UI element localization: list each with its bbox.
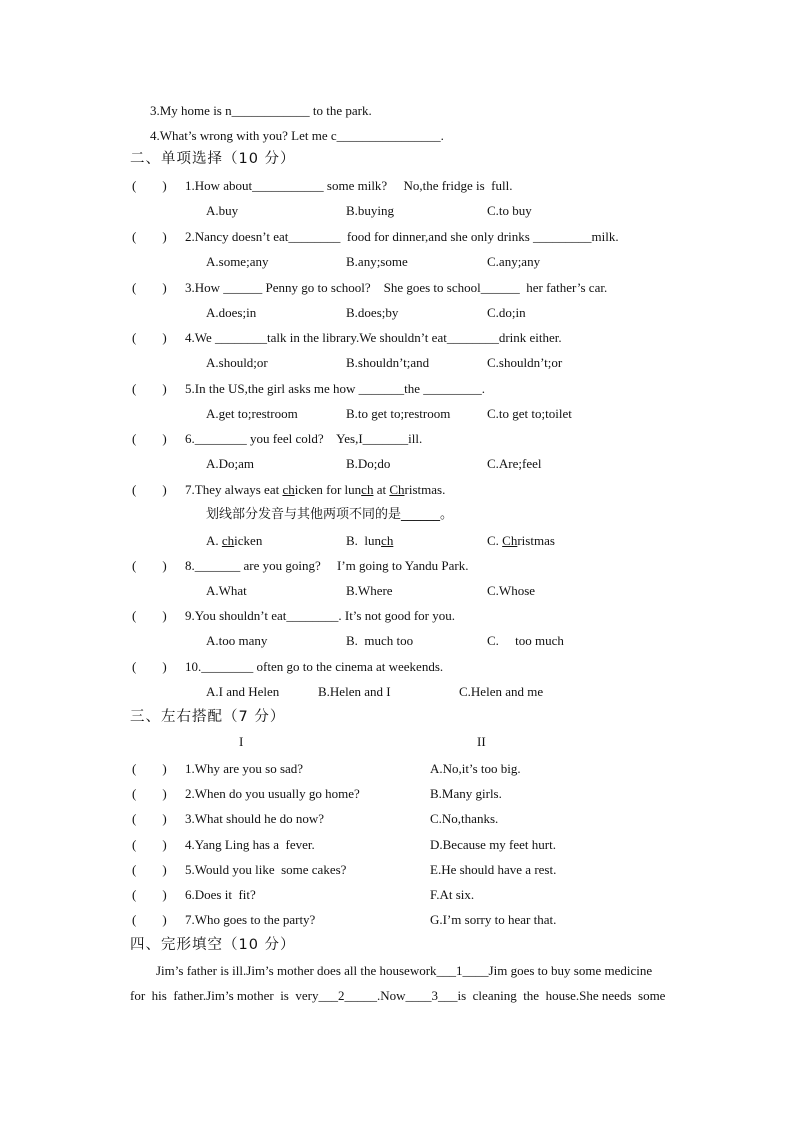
option-c[interactable]: C.do;in	[487, 305, 526, 320]
option-b[interactable]: B.to get to;restroom	[346, 406, 451, 421]
option-b[interactable]: B.does;by	[346, 305, 399, 320]
answer-paren[interactable]: ( )	[132, 786, 167, 802]
option-a[interactable]: A.too many	[206, 633, 268, 648]
option-a[interactable]: A.buy	[206, 203, 239, 218]
option-a[interactable]: A.Do;am	[206, 456, 255, 471]
option-c[interactable]: C.Helen and me	[459, 684, 544, 699]
question-fragment: ch	[361, 482, 374, 497]
option-fragment: Ch	[502, 533, 518, 548]
option-fragment: ch	[221, 533, 235, 548]
answer-paren[interactable]: ( )	[132, 178, 167, 193]
option-c[interactable]: C.any;any	[487, 254, 541, 269]
option-b[interactable]: B.any;some	[346, 254, 408, 269]
question-fragment: ristmas.	[404, 482, 446, 497]
option-c[interactable]: C.to get to;toilet	[487, 406, 572, 421]
option-a[interactable]: A.I and Helen	[206, 684, 280, 699]
question-text: 8._______ are you going? I’m going to Yandu Park.	[185, 558, 469, 573]
answer-paren[interactable]: ( )	[132, 659, 167, 674]
question-text: 3.How ______ Penny go to school? She goes to school______ her father’s car.	[185, 280, 608, 295]
match-left-item: 4.Yang Ling has a fever.	[185, 836, 315, 852]
match-right-item: G.I’m sorry to hear that.	[430, 912, 557, 928]
match-right-item: C.No,thanks.	[430, 811, 499, 827]
column-1-header: I	[239, 734, 244, 749]
cloze-line-2: for his father.Jim’s mother is very___2_____.Now____3___is cleaning the house.She needs some	[130, 988, 666, 1003]
section-4-title: 四、完形填空（10 分）	[130, 937, 296, 953]
option-fragment: B. lun	[346, 533, 382, 548]
option-b[interactable]: B.Do;do	[346, 456, 391, 471]
option-a[interactable]: A.some;any	[206, 254, 269, 269]
answer-paren[interactable]: ( )	[132, 431, 167, 446]
option-c[interactable]: C.to buy	[487, 203, 532, 218]
option-b[interactable]: B.Helen and I	[318, 684, 391, 699]
match-left-item: 5.Would you like some cakes?	[185, 861, 347, 877]
option-c[interactable]: C.Whose	[487, 583, 536, 598]
match-left-item: 6.Does it fit?	[185, 887, 256, 902]
question-text	[185, 482, 445, 498]
option-b[interactable]: B. much too	[346, 633, 414, 648]
question-text: 6.________ you feel cold? Yes,I_______ill.	[185, 431, 423, 446]
option-c[interactable]	[487, 533, 555, 549]
question-fragment: icken for lun	[294, 482, 362, 497]
answer-paren[interactable]: ( )	[132, 558, 167, 573]
question-text: 5.In the US,the girl asks me how _______the _________.	[185, 381, 486, 396]
option-fragment: ch	[381, 533, 394, 548]
answer-paren[interactable]: ( )	[132, 912, 167, 928]
option-c[interactable]: C.Are;feel	[487, 456, 542, 471]
column-2-header: II	[477, 734, 486, 749]
match-right-item: E.He should have a rest.	[430, 861, 557, 877]
question-text: 9.You shouldn’t eat________. It’s not good for you.	[185, 608, 455, 623]
match-left-item: 2.When do you usually go home?	[185, 786, 360, 802]
cloze-line-1: Jim’s father is ill.Jim’s mother does all the housework___1____Jim goes to buy some medicine	[156, 963, 653, 978]
option-b[interactable]: B.Where	[346, 583, 393, 598]
option-fragment: A.	[206, 533, 222, 548]
answer-paren[interactable]: ( )	[132, 761, 167, 776]
option-fragment: ristmas	[517, 533, 555, 548]
option-a[interactable]: A.What	[206, 583, 247, 598]
answer-paren[interactable]: ( )	[132, 887, 167, 902]
option-b[interactable]: B.shouldn’t;and	[346, 355, 430, 370]
section-3-title: 三、左右搭配（7 分）	[130, 709, 286, 725]
instruction-note: 划线部分发音与其他两项不同的是______。	[206, 507, 454, 522]
answer-paren[interactable]: ( )	[132, 608, 167, 623]
match-left-item: 7.Who goes to the party?	[185, 912, 316, 928]
answer-paren[interactable]: ( )	[132, 836, 167, 852]
answer-paren[interactable]: ( )	[132, 482, 167, 497]
option-c[interactable]: C.shouldn’t;or	[487, 355, 563, 370]
option-a[interactable]: A.get to;restroom	[206, 406, 298, 421]
match-right-item: A.No,it’s too big.	[430, 761, 521, 776]
match-right-item: B.Many girls.	[430, 786, 502, 802]
answer-paren[interactable]: ( )	[132, 381, 167, 396]
answer-paren[interactable]: ( )	[132, 861, 167, 877]
match-right-item: F.At six.	[430, 887, 475, 902]
answer-paren[interactable]: ( )	[132, 229, 167, 244]
fill-line-4: 4.What’s wrong with you? Let me c________________.	[150, 128, 444, 143]
question-text: 2.Nancy doesn’t eat________ food for dinner,and she only drinks _________milk.	[185, 229, 619, 244]
question-fragment: at	[373, 482, 390, 497]
option-a[interactable]	[206, 533, 262, 549]
question-text: 10.________ often go to the cinema at weekends.	[185, 659, 444, 674]
section-2-title: 二、单项选择（10 分）	[130, 151, 296, 167]
option-a[interactable]: A.should;or	[206, 355, 268, 370]
question-text: 1.How about___________ some milk? No,the fridge is full.	[185, 178, 513, 193]
answer-paren[interactable]: ( )	[132, 811, 167, 827]
question-text: 4.We ________talk in the library.We shouldn’t eat________drink either.	[185, 330, 562, 345]
option-a[interactable]: A.does;in	[206, 305, 257, 320]
match-left-item: 3.What should he do now?	[185, 811, 325, 827]
option-fragment: icken	[234, 533, 263, 548]
option-fragment: C.	[487, 533, 503, 548]
option-b[interactable]	[346, 533, 393, 549]
match-right-item: D.Because my feet hurt.	[430, 836, 556, 852]
question-fragment: Ch	[389, 482, 405, 497]
answer-paren[interactable]: ( )	[132, 330, 167, 345]
answer-paren[interactable]: ( )	[132, 280, 167, 295]
fill-line-3: 3.My home is n____________ to the park.	[150, 103, 372, 118]
question-fragment: 7.They always eat	[185, 482, 283, 497]
question-fragment: ch	[282, 482, 295, 497]
option-b[interactable]: B.buying	[346, 203, 395, 218]
match-left-item: 1.Why are you so sad?	[185, 761, 304, 776]
option-c[interactable]: C. too much	[487, 633, 564, 648]
